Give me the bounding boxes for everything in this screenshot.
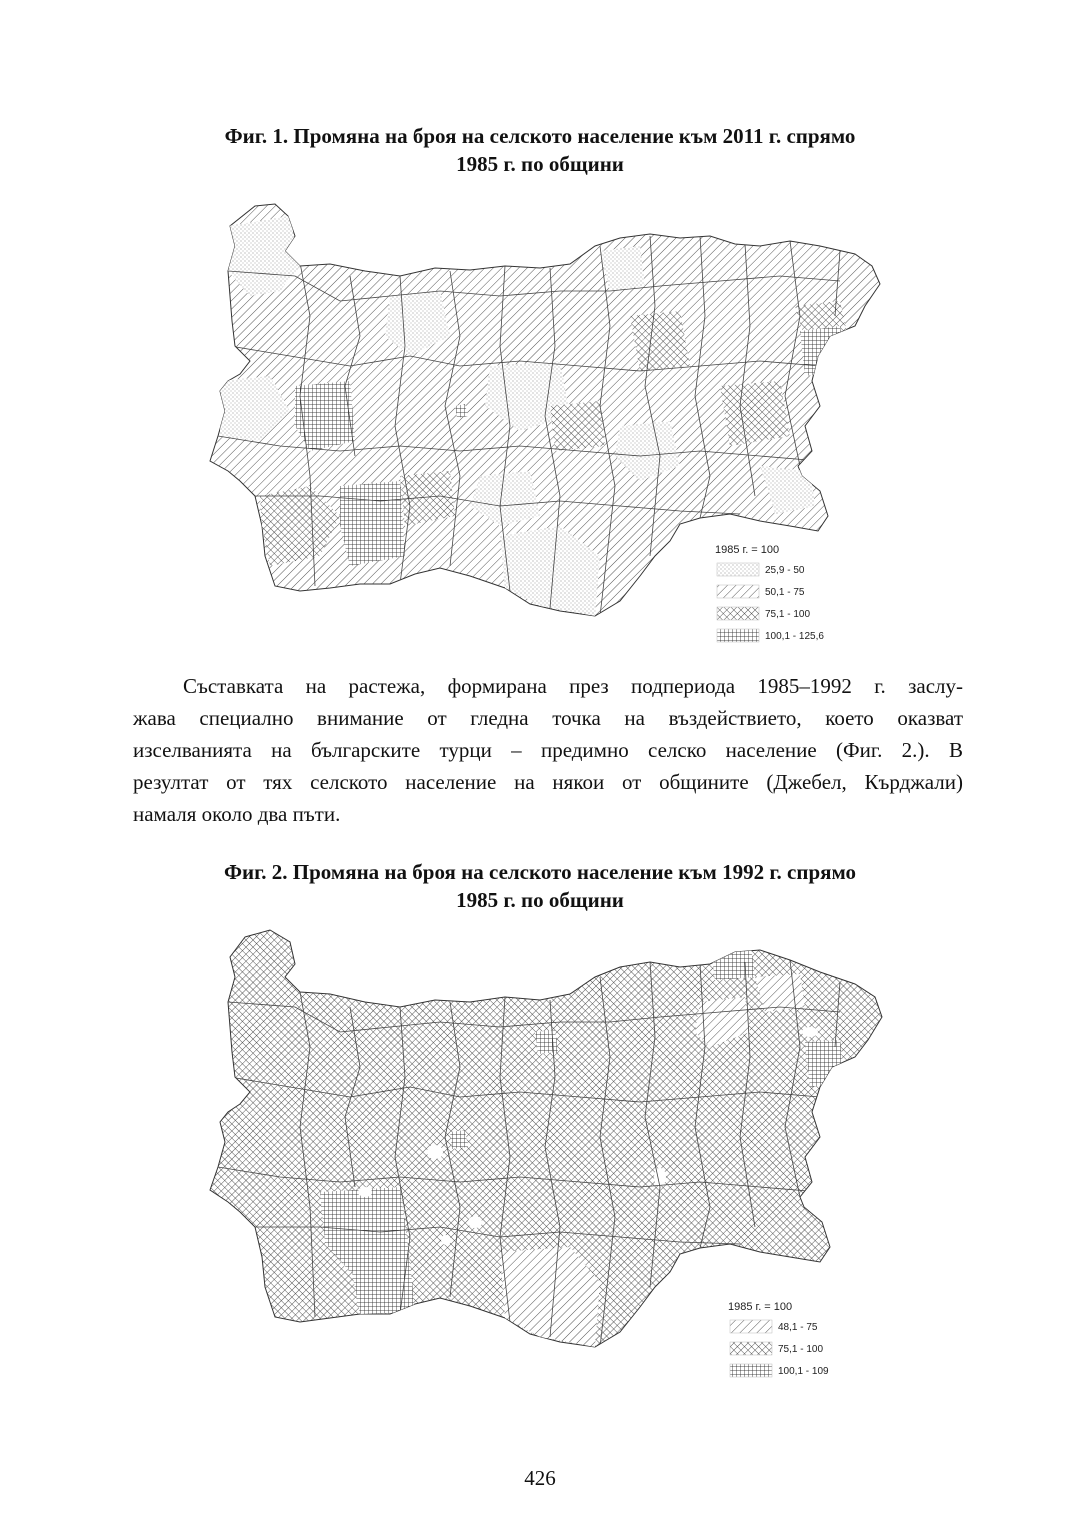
paragraph-line-5: намаля около два пъти. [133,802,341,826]
fig2-region-blank-2 [427,1145,443,1159]
fig2-region-blank-3 [358,1187,372,1197]
figure2-legend-swatch-1 [730,1320,772,1333]
figure2-legend [728,1301,829,1377]
fig2-region-grid-6 [450,1130,468,1149]
fig2-region-grid-1 [710,940,755,980]
figure1-legend-swatch-1 [717,563,759,576]
figure2-legend-label-1: 48,1 - 75 [778,1322,818,1333]
paragraph-line-4: резултат от тях селското население на някои от общините (Джебел, Кърджали) [133,770,963,794]
figure2-title-line2: 1985 г. по общини [456,888,624,912]
figure2-legend-swatch-2 [730,1342,772,1355]
figure2-title [0,858,1080,914]
body-paragraph [133,670,963,830]
fig2-region-grid-4 [805,1040,845,1087]
figure1-legend-label-4: 100,1 - 125,6 [765,631,824,642]
paragraph-line-2: жава специално внимание от гледна точка на въздействието, което оказват [133,706,963,730]
figure1-legend [715,544,824,642]
paragraph-line-3: изселванията на българските турци – предимно селско население (Фиг. 2.). В [133,738,963,762]
figure1-map [200,196,900,656]
fig2-region-grid-3 [350,1262,415,1314]
figure1-legend-swatch-4 [717,629,759,642]
figure1-title-line1: Фиг. 1. Промяна на броя на селското население към 2011 г. спрямо [224,124,856,148]
figure2-legend-label-2: 75,1 - 100 [778,1344,824,1355]
figure1-title-line2: 1985 г. по общини [456,152,624,176]
fig2-region-blank-4 [654,1168,666,1186]
figure1-legend-label-1: 25,9 - 50 [765,565,805,576]
figure1-legend-title: 1985 г. = 100 [715,544,780,556]
page-number: 426 [524,1466,556,1490]
fig1-region-cross-6 [550,401,605,451]
figure2-legend-label-3: 100,1 - 109 [778,1366,829,1377]
figure1-legend-swatch-2 [717,585,759,598]
figure1-legend-label-2: 50,1 - 75 [765,587,805,598]
fig2-region-blank-5 [468,1216,482,1228]
figure1-title [0,122,1080,178]
fig1-region-cross-2 [720,381,790,446]
fig2-region-grid-5 [535,1030,558,1054]
fig1-region-cross-1 [630,311,690,371]
fig1-region-grid-2 [340,481,405,566]
fig1-region-grid-3 [800,326,845,376]
fig2-region-blank-6 [441,1235,451,1245]
figure2-title-line1: Фиг. 2. Промяна на броя на селското население към 1992 г. спрямо [223,860,857,884]
fig2-region-blank-1 [802,1027,818,1037]
figure2-legend-swatch-3 [730,1364,772,1377]
figure2-map [200,922,900,1392]
paragraph-line-1: Съставката на растежа, формирана през подпериода 1985–1992 г. заслу- [183,674,963,698]
figure1-legend-swatch-3 [717,607,759,620]
figure2-legend-title: 1985 г. = 100 [728,1301,793,1313]
figure1-legend-label-3: 75,1 - 100 [765,609,811,620]
